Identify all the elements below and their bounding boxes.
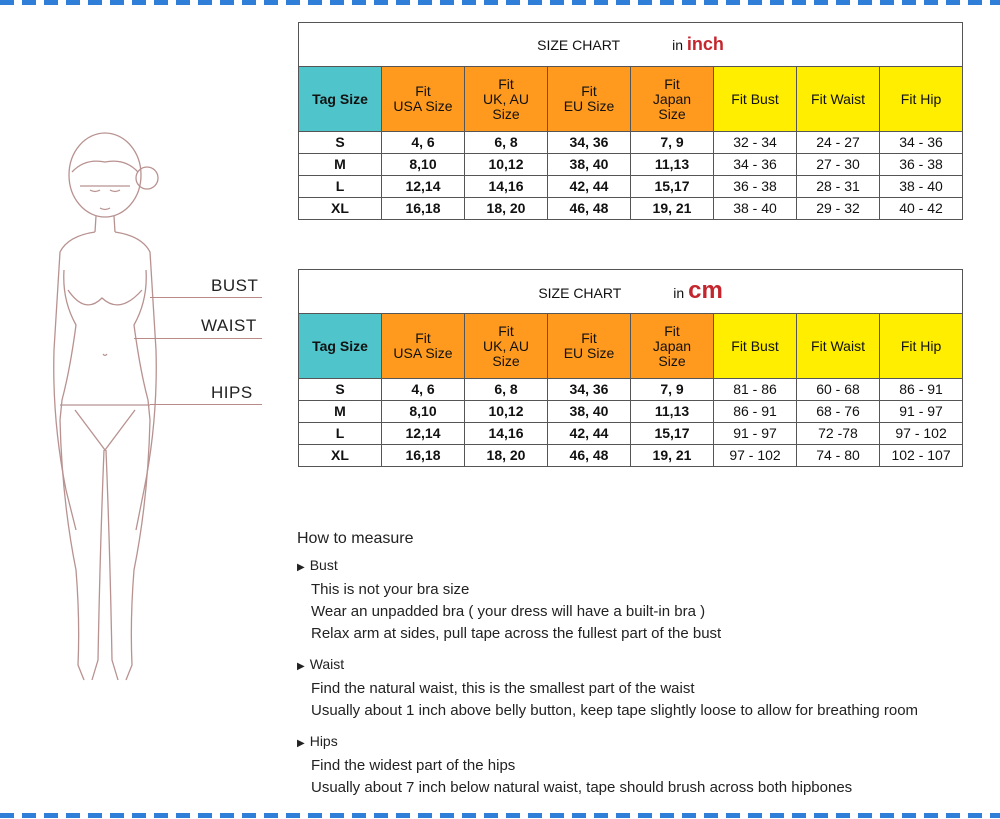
cell-japan: 19, 21 — [631, 445, 714, 467]
cell-waist: 72 -78 — [797, 423, 880, 445]
cell-eu: 38, 40 — [548, 401, 631, 423]
cell-japan: 19, 21 — [631, 198, 714, 220]
chart-title-text: SIZE CHART — [537, 36, 621, 53]
chart-unit: inch — [686, 33, 724, 54]
chart-title-text: SIZE CHART — [538, 284, 622, 301]
header-fit-bust: Fit Bust — [714, 67, 797, 132]
cell-usa: 12,14 — [382, 423, 465, 445]
chart-header-row — [299, 67, 963, 132]
cell-uk: 10,12 — [465, 401, 548, 423]
cell-eu: 46, 48 — [548, 445, 631, 467]
waist-label: WAIST — [201, 316, 257, 335]
cell-japan: 15,17 — [631, 423, 714, 445]
cell-bust: 34 - 36 — [714, 154, 797, 176]
how-to-measure-section — [297, 530, 987, 799]
chart-title-row — [299, 270, 963, 314]
cell-tag: XL — [299, 198, 382, 220]
cell-eu: 42, 44 — [548, 423, 631, 445]
cell-hip: 102 - 107 — [880, 445, 963, 467]
cell-eu: 46, 48 — [548, 198, 631, 220]
hips-label: HIPS — [211, 383, 253, 402]
bust-instructions — [297, 554, 987, 645]
chart-unit-prefix: in — [672, 36, 684, 53]
header-fit-waist: Fit Waist — [797, 314, 880, 379]
cell-bust: 36 - 38 — [714, 176, 797, 198]
cell-usa: 12,14 — [382, 176, 465, 198]
cell-bust: 97 - 102 — [714, 445, 797, 467]
table-row — [299, 154, 963, 176]
cell-hip: 34 - 36 — [880, 132, 963, 154]
cell-hip: 86 - 91 — [880, 379, 963, 401]
waist-instructions — [297, 653, 987, 722]
header-uk-au-size: Fit UK, AU Size — [465, 67, 548, 132]
bust-instructions-title: ▶ Bust — [297, 557, 338, 573]
cell-eu: 34, 36 — [548, 132, 631, 154]
table-row — [299, 445, 963, 467]
header-eu-size: Fit EU Size — [548, 314, 631, 379]
cell-hip: 97 - 102 — [880, 423, 963, 445]
top-dashed-border — [0, 0, 1000, 5]
body-figure-drawing — [40, 120, 170, 690]
header-fit-waist: Fit Waist — [797, 67, 880, 132]
waist-measure-line — [134, 338, 262, 339]
header-fit-hip: Fit Hip — [880, 67, 963, 132]
instruction-line: This is not your bra size — [311, 581, 470, 598]
body-figure-illustration — [40, 120, 170, 695]
cell-japan: 7, 9 — [631, 379, 714, 401]
table-row — [299, 423, 963, 445]
cell-bust: 91 - 97 — [714, 423, 797, 445]
cell-usa: 16,18 — [382, 445, 465, 467]
chart-title — [299, 23, 963, 67]
header-fit-hip: Fit Hip — [880, 314, 963, 379]
instruction-line: Usually about 7 inch below natural waist, tape should brush across both hipbones — [311, 779, 853, 796]
cell-eu: 42, 44 — [548, 176, 631, 198]
size-chart-inch — [298, 22, 963, 220]
hips-measure-line — [150, 404, 262, 405]
waist-instructions-title: ▶ Waist — [297, 656, 345, 672]
cell-japan: 15,17 — [631, 176, 714, 198]
triangle-bullet-icon: ▶ — [297, 738, 305, 749]
cell-eu: 34, 36 — [548, 379, 631, 401]
cell-tag: L — [299, 176, 382, 198]
header-uk-au-size: Fit UK, AU Size — [465, 314, 548, 379]
cell-usa: 16,18 — [382, 198, 465, 220]
header-usa-size: Fit USA Size — [382, 67, 465, 132]
cell-waist: 74 - 80 — [797, 445, 880, 467]
cell-tag: M — [299, 401, 382, 423]
cell-waist: 29 - 32 — [797, 198, 880, 220]
cell-tag: L — [299, 423, 382, 445]
cell-uk: 14,16 — [465, 176, 548, 198]
cell-usa: 4, 6 — [382, 132, 465, 154]
bottom-dashed-border — [0, 813, 1000, 818]
header-usa-size: Fit USA Size — [382, 314, 465, 379]
header-tag-size: Tag Size — [299, 314, 382, 379]
size-chart-cm — [298, 269, 963, 467]
cell-waist: 60 - 68 — [797, 379, 880, 401]
cell-uk: 6, 8 — [465, 379, 548, 401]
table-row — [299, 198, 963, 220]
how-to-measure-heading: How to measure — [297, 530, 414, 547]
chart-unit: cm — [688, 276, 723, 304]
cell-waist: 27 - 30 — [797, 154, 880, 176]
cell-waist: 28 - 31 — [797, 176, 880, 198]
cell-japan: 11,13 — [631, 401, 714, 423]
table-row — [299, 401, 963, 423]
cell-usa: 8,10 — [382, 154, 465, 176]
table-row — [299, 176, 963, 198]
cell-bust: 86 - 91 — [714, 401, 797, 423]
cell-hip: 91 - 97 — [880, 401, 963, 423]
cell-waist: 68 - 76 — [797, 401, 880, 423]
cell-uk: 18, 20 — [465, 198, 548, 220]
cell-waist: 24 - 27 — [797, 132, 880, 154]
chart-title-row — [299, 23, 963, 67]
hips-instructions — [297, 730, 987, 799]
cell-uk: 18, 20 — [465, 445, 548, 467]
cell-usa: 8,10 — [382, 401, 465, 423]
header-japan-size: Fit Japan Size — [631, 314, 714, 379]
instruction-line: Usually about 1 inch above belly button, keep tape slightly loose to allow for breathing room — [311, 702, 919, 719]
cell-bust: 38 - 40 — [714, 198, 797, 220]
cell-eu: 38, 40 — [548, 154, 631, 176]
cell-hip: 38 - 40 — [880, 176, 963, 198]
cell-tag: S — [299, 132, 382, 154]
instruction-line: Relax arm at sides, pull tape across the fullest part of the bust — [311, 625, 722, 642]
instruction-line: Find the natural waist, this is the smallest part of the waist — [311, 680, 695, 697]
header-fit-bust: Fit Bust — [714, 314, 797, 379]
chart-unit-prefix: in — [673, 284, 685, 301]
table-row — [299, 132, 963, 154]
cell-uk: 6, 8 — [465, 132, 548, 154]
chart-header-row — [299, 314, 963, 379]
table-row — [299, 379, 963, 401]
cell-uk: 10,12 — [465, 154, 548, 176]
cell-uk: 14,16 — [465, 423, 548, 445]
bust-label: BUST — [211, 276, 259, 295]
cell-japan: 7, 9 — [631, 132, 714, 154]
instruction-line: Wear an unpadded bra ( your dress will have a built-in bra ) — [311, 603, 706, 620]
cell-hip: 40 - 42 — [880, 198, 963, 220]
cell-tag: M — [299, 154, 382, 176]
cell-tag: XL — [299, 445, 382, 467]
instruction-line: Find the widest part of the hips — [311, 757, 516, 774]
cell-usa: 4, 6 — [382, 379, 465, 401]
triangle-bullet-icon: ▶ — [297, 562, 305, 573]
cell-bust: 81 - 86 — [714, 379, 797, 401]
chart-title — [299, 270, 963, 314]
bust-measure-line — [150, 297, 262, 298]
cell-tag: S — [299, 379, 382, 401]
cell-japan: 11,13 — [631, 154, 714, 176]
cell-bust: 32 - 34 — [714, 132, 797, 154]
header-japan-size: Fit Japan Size — [631, 67, 714, 132]
cell-hip: 36 - 38 — [880, 154, 963, 176]
triangle-bullet-icon: ▶ — [297, 661, 305, 672]
header-tag-size: Tag Size — [299, 67, 382, 132]
hips-instructions-title: ▶ Hips — [297, 733, 338, 749]
header-eu-size: Fit EU Size — [548, 67, 631, 132]
